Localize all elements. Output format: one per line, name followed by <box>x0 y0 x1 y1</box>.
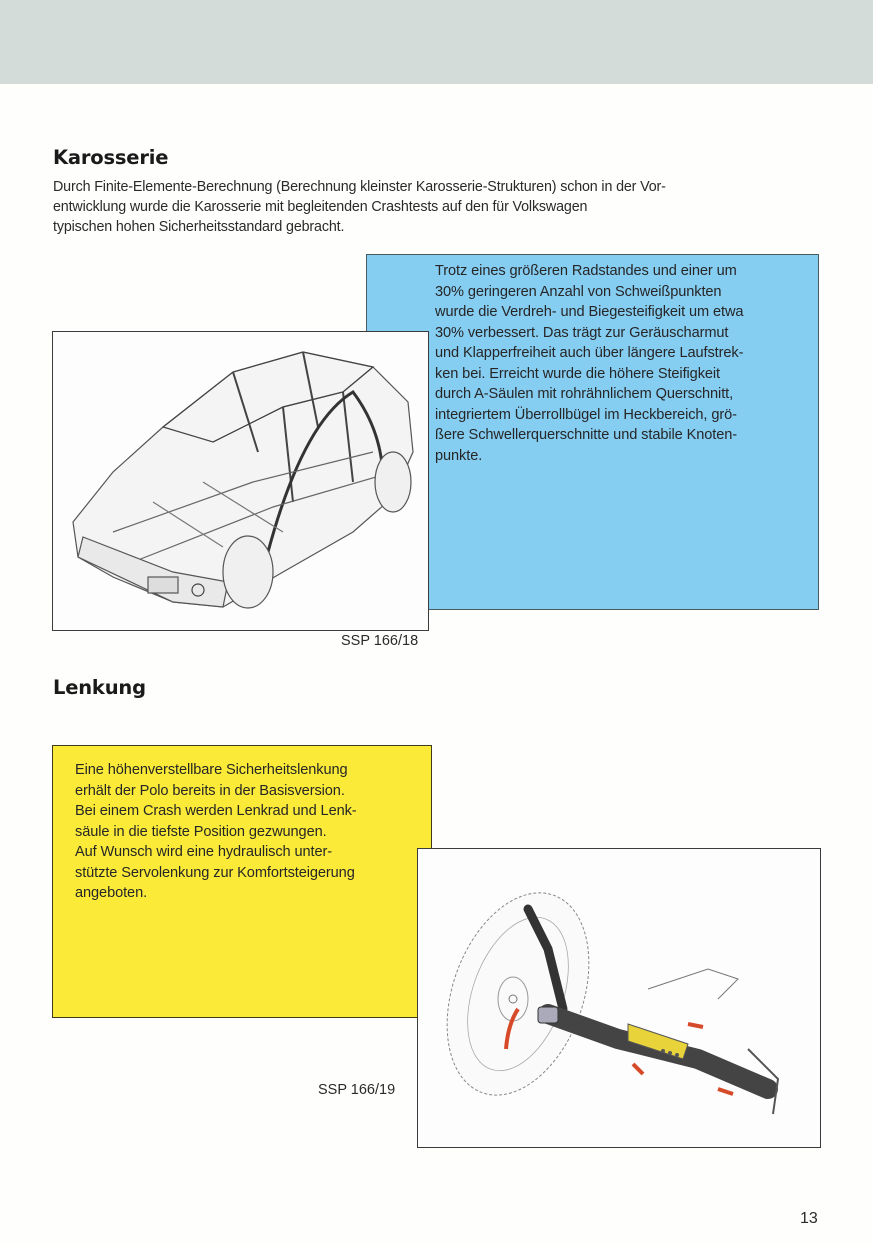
figure-caption-ssp-166-18: SSP 166/18 <box>341 633 419 649</box>
karosserie-info-box <box>366 254 819 610</box>
page-number: 13 <box>800 1210 818 1227</box>
info-line: stützte Servolenkung zur Komfortsteigerung <box>75 864 355 881</box>
steering-column-icon <box>418 849 821 1148</box>
info-line: durch A-Säulen mit rohrähnlichem Querschnitt, <box>435 386 734 402</box>
info-line: wurde die Verdreh- und Biegesteifigkeit um etwa <box>435 304 744 320</box>
steering-column-figure <box>417 848 821 1148</box>
info-line: Auf Wunsch wird eine hydraulisch unter- <box>75 844 333 860</box>
intro-line: entwicklung wurde die Karosserie mit begleitenden Crashtests auf den für Volkswagen <box>53 199 588 216</box>
info-line: 30% geringeren Anzahl von Schweißpunkten <box>435 283 722 300</box>
info-line: Bei einem Crash werden Lenkrad und Lenk- <box>75 803 357 819</box>
header-band <box>0 0 873 84</box>
lenkung-info-box <box>52 745 432 1018</box>
info-line: 30% verbessert. Das trägt zur Geräuscharmut <box>435 324 729 341</box>
figure-caption-ssp-166-19: SSP 166/19 <box>318 1082 396 1098</box>
section-title-karosserie: Karosserie <box>53 146 169 169</box>
info-line: und Klapperfreiheit auch über längere Laufstrek- <box>435 345 744 361</box>
lenkung-info-text <box>75 760 425 904</box>
info-line: ken bei. Erreicht wurde die höhere Steifigkeit <box>435 365 721 382</box>
info-line: ßere Schwellerquerschnitte und stabile Knoten- <box>435 427 738 443</box>
info-line: erhält der Polo bereits in der Basisversion. <box>75 782 345 799</box>
info-line: Eine höhenverstellbare Sicherheitslenkung <box>75 762 348 778</box>
intro-line: Durch Finite-Elemente-Berechnung (Berechnung kleinster Karosserie-Strukturen) schon in der Vor- <box>53 179 666 195</box>
car-body-figure <box>52 331 429 631</box>
info-line: punkte. <box>435 447 483 464</box>
info-line: Trotz eines größeren Radstandes und einer um <box>435 263 737 279</box>
intro-line: typischen hohen Sicherheitsstandard gebracht. <box>53 219 345 236</box>
info-line: säule in die tiefste Position gezwungen. <box>75 823 327 840</box>
car-body-frame-icon <box>53 332 429 631</box>
section-title-lenkung: Lenkung <box>53 676 146 699</box>
karosserie-info-text <box>435 261 805 466</box>
info-line: integriertem Überrollbügel im Heckbereich, grö- <box>435 406 737 423</box>
karosserie-intro <box>53 177 813 238</box>
info-line: angeboten. <box>75 885 148 901</box>
